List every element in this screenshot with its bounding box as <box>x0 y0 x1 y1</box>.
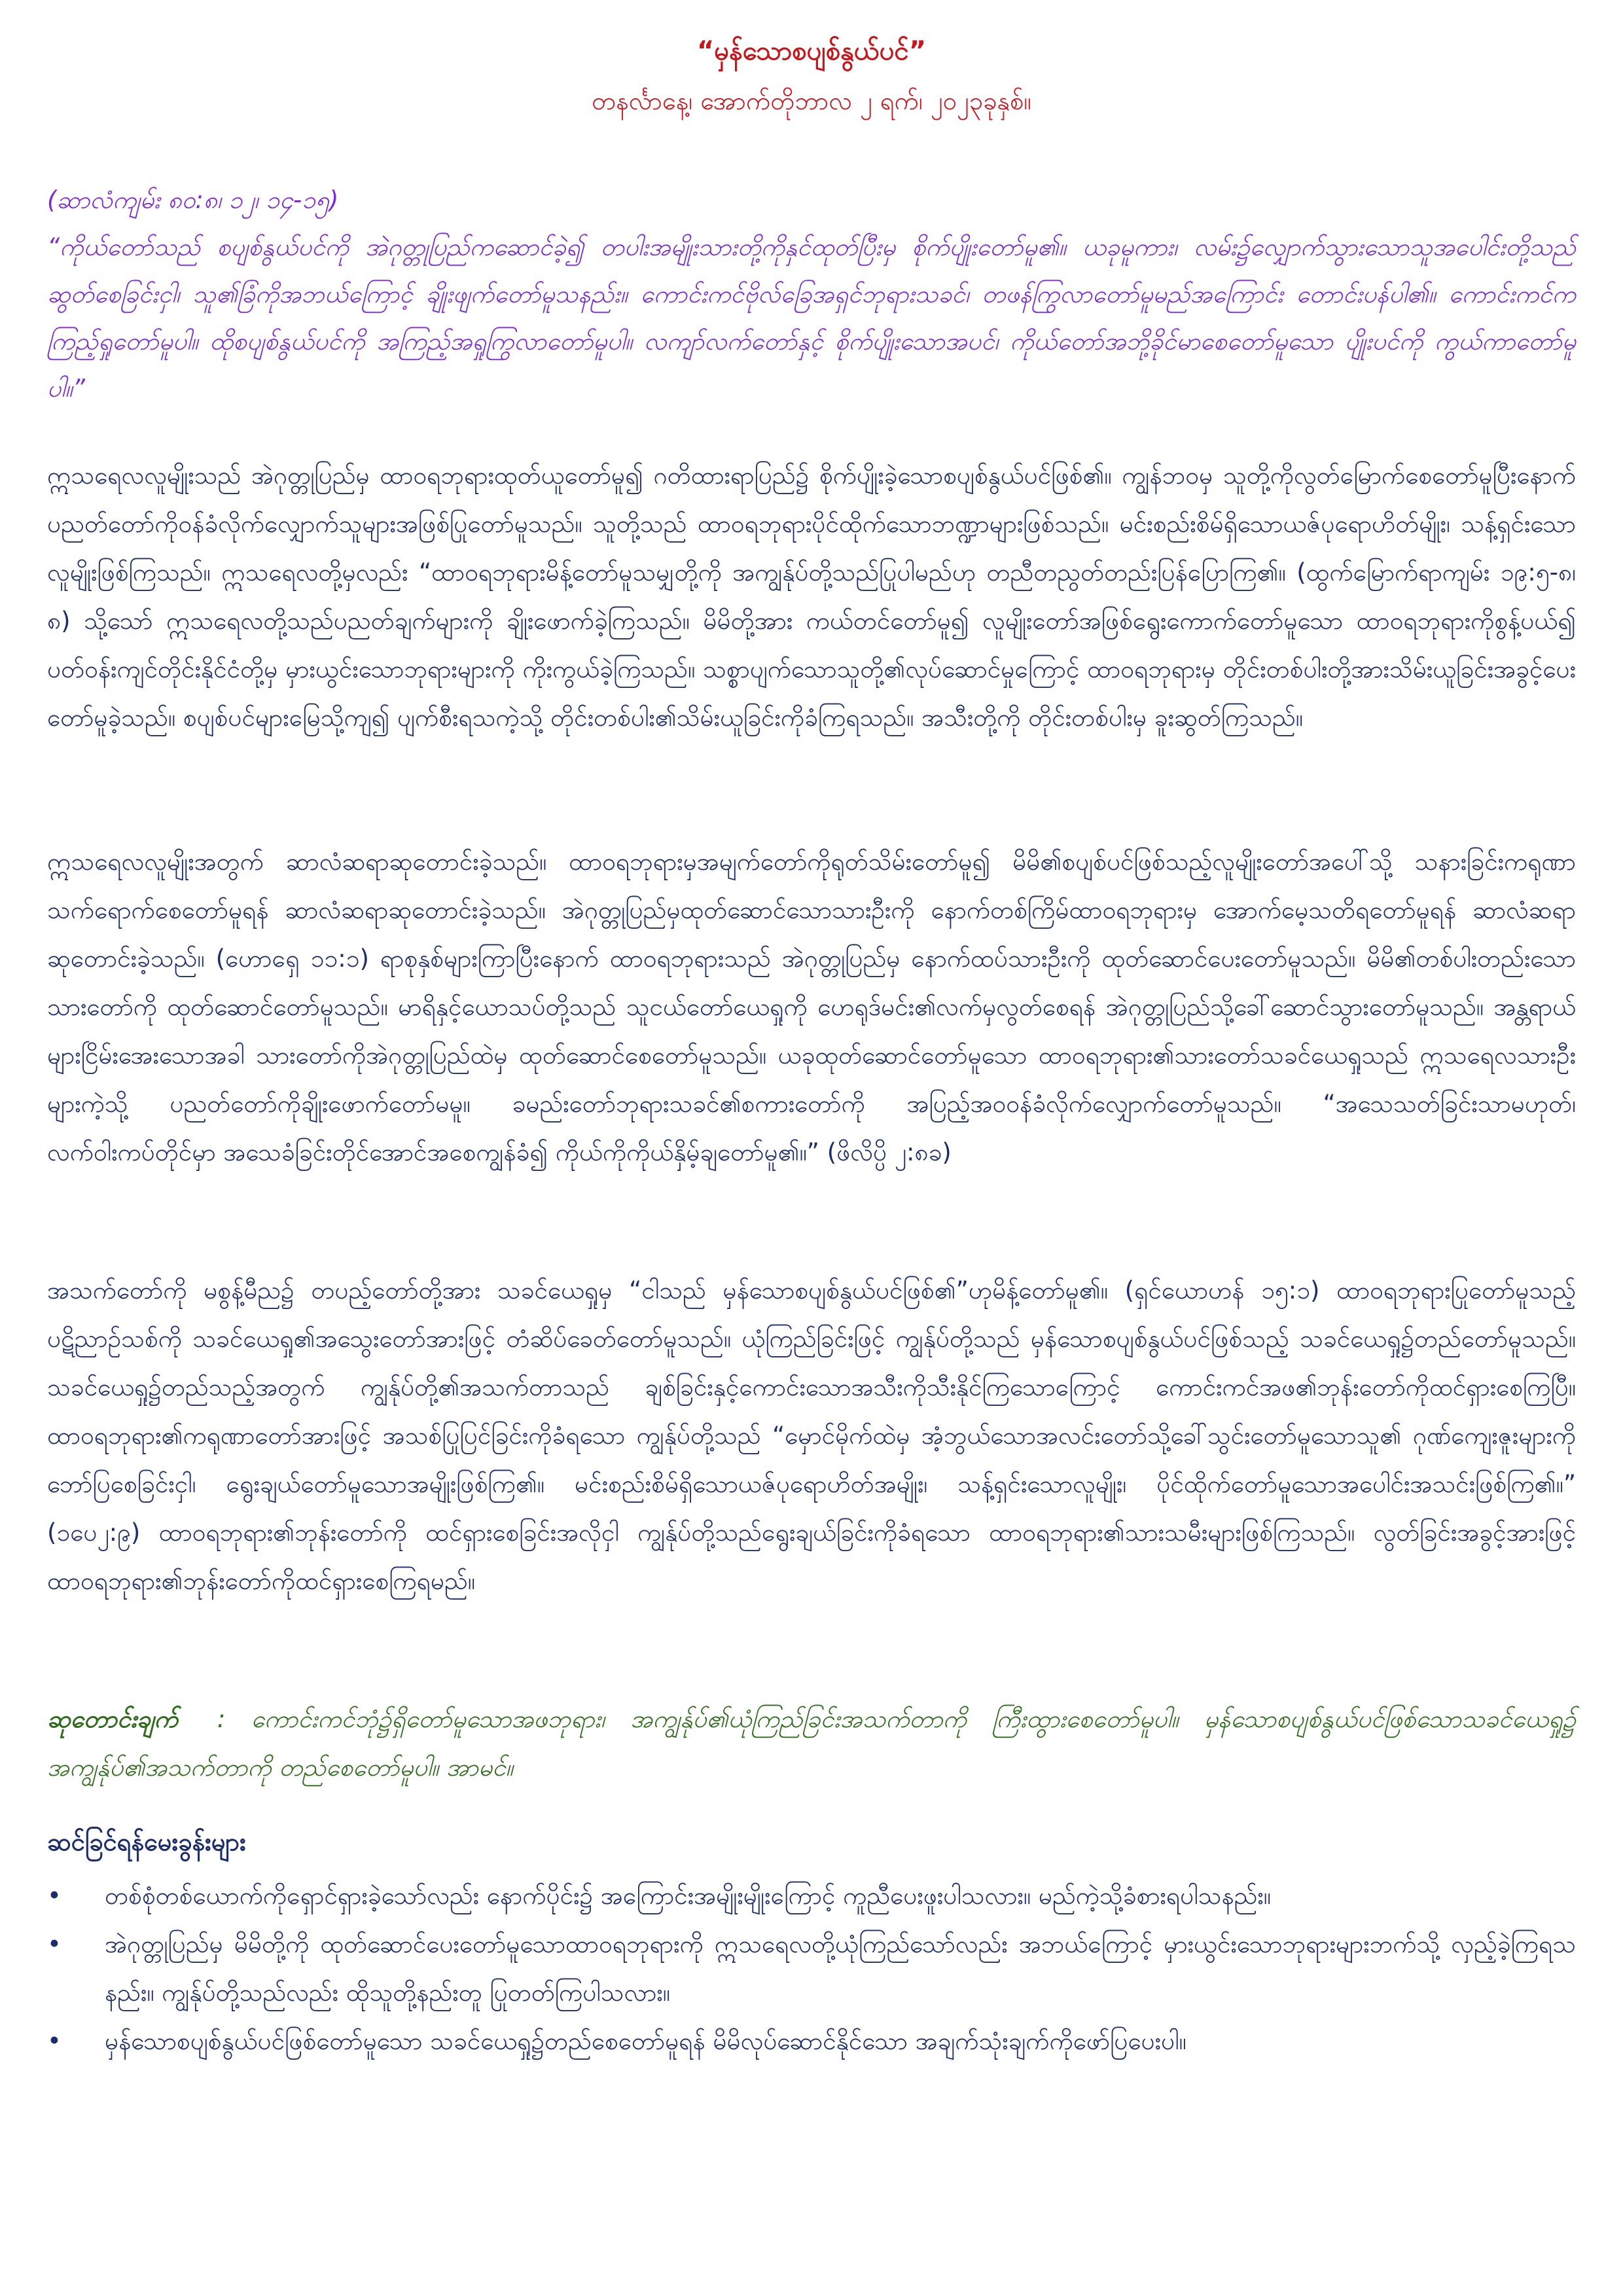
scripture-reference: (ဆာလံကျမ်း ၈၀:၈၊ ၁၂၊ ၁၄-၁၅) <box>47 186 339 214</box>
bullet-icon: • <box>47 2027 62 2055</box>
question-text: မှန်သောစပျစ်နွယ်ပင်ဖြစ်တော်မူသော သခင်ယေရှု၌တည်စေတော်မူရန် မိမိလုပ်ဆောင်နိုင်သော အချက်သုံးချက်ကိုဖော်ပြပေးပါ။ <box>105 2027 1186 2055</box>
prayer-text: : ကောင်းကင်ဘုံ၌ရှိတော်မူသောအဖဘုရား၊ အကျွန်ုပ်၏ယုံကြည်ခြင်းအသက်တာကို ကြီးထွားစေတော်မူပါ။ မှန်သောစပျစ်နွယ်ပင်ဖြစ်သောသခင်ယေရှု၌ အကျွန်ုပ်၏အသက်တာကို တည်စေတော်မူပါ။ အာမင်။ <box>47 1705 1576 1782</box>
page-title: “မှန်သောစပျစ်နွယ်ပင်” <box>696 36 927 66</box>
scripture-passage <box>47 177 1576 412</box>
body-paragraph-2: ဣသရေလလူမျိုးအတွက် ဆာလံဆရာဆုတောင်းခဲ့သည်။ ထာဝရဘုရားမှအမျက်တော်ကိုရုတ်သိမ်းတော်မူ၍ မိမိ၏စပျစ်ပင်ဖြစ်သည့်လူမျိုးတော်အပေါ်သို့ သနားခြင်းကရုဏာသက်ရောက်စေတော်မူရန် ဆာလံဆရာဆုတောင်းခဲ့သည်။ အဲဂုတ္တုပြည်မှထုတ်ဆောင်သောသားဦးကို နောက်တစ်ကြိမ်ထာဝရဘုရားမှ အောက်မေ့သတိရတော်မူရန် ဆာလံဆရာဆုတောင်းခဲ့သည်။ (ဟောရှေ ၁၁:၁) ရာစုနှစ်များကြာပြီးနောက် ထာဝရဘုရားသည် အဲဂုတ္တုပြည်မှ နောက်ထပ်သားဦးကို ထုတ်ဆောင်ပေးတော်မူသည်။ မိမိ၏တစ်ပါးတည်းသောသားတော်ကို ထုတ်ဆောင်တော်မူသည်။ မာရိနှင့်ယောသပ်တို့သည် သူငယ်တော်ယေရှုကို ဟေရုဒ်မင်း၏လက်မှလွတ်စေရန် အဲဂုတ္တုပြည်သို့ခေါ်ဆောင်သွားတော်မူသည်။ အန္တရာယ်များငြိမ်းအေးသောအခါ သားတော်ကိုအဲဂုတ္တုပြည်ထဲမှ ထုတ်ဆောင်စေတော်မူသည်။ ယခုထုတ်ဆောင်တော်မူသော ထာဝရဘုရား၏သားတော်သခင်ယေရှုသည် ဣသရေလသားဦးများကဲ့သို့ ပညတ်တော်ကိုချိုးဖောက်တော်မမူ။ ခမည်းတော်ဘုရားသခင်၏စကားတော်ကို အပြည့်အဝဝန်ခံလိုက်လျှောက်တော်မူသည်။ “အသေသတ်ခြင်းသာမဟုတ်၊ လက်ဝါးကပ်တိုင်မှာ အသေခံခြင်းတိုင်အောင်အစေကျွန်ခံ၍ ကိုယ်ကိုကိုယ်နှိမ့်ချတော်မူ၏။” (ဖိလိပ္ပိ ၂:၈ခ) <box>47 848 1576 1166</box>
question-text: အဲဂုတ္တုပြည်မှ မိမိတို့ကို ထုတ်ဆောင်ပေးတော်မူသောထာဝရဘုရားကို ဣသရေလတို့ယုံကြည်သော်လည်း အဘယ်ကြောင့် မှားယွင်းသောဘုရားများဘက်သို့ လှည့်ခဲ့ကြရသနည်း။ ကျွန်ုပ်တို့သည်လည်း ထိုသူတို့နည်းတူ ပြုတတ်ကြပါသလား။ <box>105 1930 1576 2007</box>
prayer-section <box>47 1695 1576 1792</box>
questions-list <box>47 1872 1576 2066</box>
body-paragraph-1: ဣသရေလလူမျိုးသည် အဲဂုတ္တုပြည်မှ ထာဝရဘုရားထုတ်ယူတော်မူ၍ ဂတိထားရာပြည်၌ စိုက်ပျိုးခဲ့သောစပျစ်နွယ်ပင်ဖြစ်၏။ ကျွန်ဘဝမှ သူတို့ကိုလွတ်မြောက်စေတော်မူပြီးနောက် ပညတ်တော်ကိုဝန်ခံလိုက်လျှောက်သူများအဖြစ်ပြုတော်မူသည်။ သူတို့သည် ထာဝရဘုရားပိုင်ထိုက်သောဘဏ္ဍာများဖြစ်သည်။ မင်းစည်းစိမ်ရှိသောယဇ်ပုရောဟိတ်မျိုး၊ သန့်ရှင်းသောလူမျိုးဖြစ်ကြသည်။ ဣသရေလတို့မှလည်း “ထာဝရဘုရားမိန့်တော်မူသမျှတို့ကို အကျွန်ုပ်တို့သည်ပြုပါမည်ဟု တညီတညွတ်တည်းပြန်ပြောကြ၏။ (ထွက်မြောက်ရာကျမ်း ၁၉:၅-၈၊၈) သို့သော် ဣသရေလတို့သည်ပညတ်ချက်များကို ချိုးဖောက်ခဲ့ကြသည်။ မိမိတို့အား ကယ်တင်တော်မူ၍ လူမျိုးတော်အဖြစ်ရွေးကောက်တော်မူသော ထာဝရဘုရားကိုစွန့်ပယ်၍ ပတ်ဝန်းကျင်တိုင်းနိုင်ငံတို့မှ မှားယွင်းသောဘုရားများကို ကိုးကွယ်ခဲ့ကြသည်။ သစ္စာပျက်သောသူတို့၏လုပ်ဆောင်မှုကြောင့် ထာဝရဘုရားမှ တိုင်းတစ်ပါးတို့အားသိမ်းယူခြင်းအခွင့်ပေးတော်မူခဲ့သည်။ စပျစ်ပင်များမြေသို့ကျ၍ ပျက်စီးရသကဲ့သို့ တိုင်းတစ်ပါး၏သိမ်းယူခြင်းကိုခံကြရသည်။ အသီးတို့ကို တိုင်းတစ်ပါးမှ ခူးဆွတ်ကြသည်။ <box>47 461 1576 732</box>
question-item <box>47 2017 1576 2066</box>
question-text: တစ်စုံတစ်ယောက်ကိုရှောင်ရှားခဲ့သော်လည်း နောက်ပိုင်း၌ အကြောင်းအမျိုးမျိုးကြောင့် ကူညီပေးဖူးပါသလား။ မည်ကဲ့သို့ခံစားရပါသနည်း။ <box>105 1882 1271 1910</box>
question-item <box>47 1920 1576 2017</box>
bullet-icon: • <box>47 1882 62 1910</box>
body-paragraph-3: အသက်တော်ကို မစွန့်မီည၌ တပည့်တော်တို့အား သခင်ယေရှုမှ “ငါသည် မှန်သောစပျစ်နွယ်ပင်ဖြစ်၏”ဟုမိန့်တော်မူ၏။ (ရှင်ယောဟန် ၁၅:၁) ထာဝရဘုရားပြုတော်မူသည့် ပဋိညာဉ်သစ်ကို သခင်ယေရှု၏အသွေးတော်အားဖြင့် တံဆိပ်ခေတ်တော်မူသည်။ ယုံကြည်ခြင်းဖြင့် ကျွန်ုပ်တို့သည် မှန်သောစပျစ်နွယ်ပင်ဖြစ်သည့် သခင်ယေရှု၌တည်တော်မူသည်။ သခင်ယေရှု၌တည်သည့်အတွက် ကျွန်ုပ်တို့၏အသက်တာသည် ချစ်ခြင်းနှင့်ကောင်းသောအသီးကိုသီးနိုင်ကြသောကြောင့် ကောင်းကင်အဖ၏ဘုန်းတော်ကိုထင်ရှားစေကြပြီ။ ထာဝရဘုရား၏ကရုဏာတော်အားဖြင့် အသစ်ပြုပြင်ခြင်းကိုခံရသော ကျွန်ုပ်တို့သည် “မှောင်မိုက်ထဲမှ အံ့ဘွယ်သောအလင်းတော်သို့ခေါ်သွင်းတော်မူသောသူ၏ ဂုဏ်ကျေးဇူးများကိုဘော်ပြစေခြင်းငှါ၊ ရွေးချယ်တော်မူသောအမျိုးဖြစ်ကြ၏။ မင်းစည်းစိမ်ရှိသောယဇ်ပုရောဟိတ်အမျိုး၊ သန့်ရှင်းသောလူမျိုး၊ ပိုင်ထိုက်တော်မူသောအပေါင်းအသင်းဖြစ်ကြ၏။” (၁ပေ၂:၉) ထာဝရဘုရား၏ဘုန်းတော်ကို ထင်ရှားစေခြင်းအလိုငှါ ကျွန်ုပ်တို့သည်ရွေးချယ်ခြင်းကိုခံရသော ထာဝရဘုရား၏သားသမီးများဖြစ်ကြသည်။ လွတ်ခြင်းအခွင့်အားဖြင့် ထာဝရဘုရား၏ဘုန်းတော်ကိုထင်ရှားစေကြရမည်။ <box>47 1276 1576 1595</box>
prayer-label: ဆုတောင်းချက် <box>47 1705 178 1733</box>
scripture-text: “ကိုယ်တော်သည် စပျစ်နွယ်ပင်ကို အဲဂုတ္တုပြည်ကဆောင်ခဲ့၍ တပါးအမျိုးသားတို့ကိုနှင်ထုတ်ပြီးမှ စိုက်ပျိုးတော်မူ၏။ ယခုမူကား၊ လမ်း၌လျှောက်သွားသောသူအပေါင်းတို့သည် ဆွတ်စေခြင်းငှါ၊ သူ၏ခြံကိုအဘယ်ကြောင့် ချိုးဖျက်တော်မူသနည်း။ ကောင်းကင်ဗိုလ်ခြေအရှင်ဘုရားသခင်၊ တဖန်ကြွလာတော်မူမည်အကြောင်း တောင်းပန်ပါ၏။ ကောင်းကင်ကကြည့်ရှုတော်မူပါ။ ထိုစပျစ်နွယ်ပင်ကို အကြည့်အရှုကြွလာတော်မူပါ။ လကျာ်လက်တော်နှင့် စိုက်ပျိုးသောအပင်၊ ကိုယ်တော်အဘို့ခိုင်မာစေတော်မူသော ပျိုးပင်ကို ကွယ်ကာတော်မူပါ။” <box>47 233 1576 403</box>
question-item <box>47 1872 1576 1920</box>
questions-heading: ဆင်ခြင်ရန်မေးခွန်းများ <box>47 1827 246 1856</box>
bullet-icon: • <box>47 1930 62 1958</box>
page-date: တနင်္လာနေ့၊ အောက်တိုဘာလ ၂ ရက်၊ ၂၀၂၃ခုနှစ်။ <box>592 86 1031 115</box>
